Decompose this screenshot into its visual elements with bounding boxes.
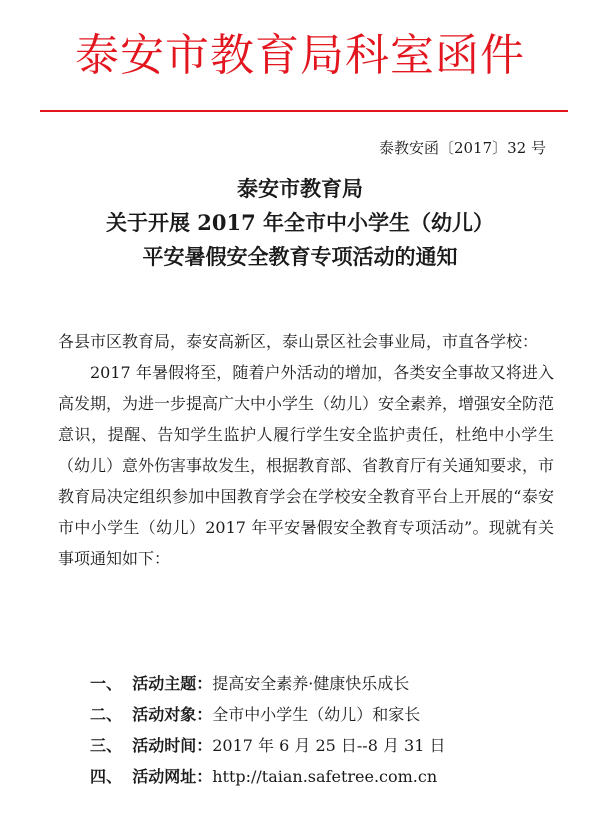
activity-item-audience [90,699,570,730]
item-label: 活动网址： [132,767,213,786]
title-line-subject-cont: 平安暑假安全教育专项活动的通知 [142,244,458,269]
item-number: 一、 [90,674,123,693]
activity-items-list [90,668,570,792]
item-label: 活动时间： [132,736,213,755]
item-value-link[interactable]: http://taian.safetree.com.cn [212,767,438,786]
activity-item-time [90,730,570,761]
activity-item-theme [90,668,570,699]
activity-item-website [90,761,570,792]
body-paragraph: 2017 年暑假将至，随着户外活动的增加，各类安全事故又将进入高发期，为进一步提高广大中小学生（幼儿）安全素养，增强安全防范意识，提醒、告知学生监护人履行学生安全监护责任，杜绝中小学生（幼儿）意外伤害事故发生，根据教育部、省教育厅有关通知要求，市教育局决定组织参加中国教育学会在学校安全教育平台上开展的“泰安市中小学生（幼儿）2017 年平安暑假安全教育专项活动”。现就有关事项通知如下： [58,363,555,568]
item-number: 三、 [90,736,123,755]
title-line-subject: 关于开展 2017 年全市中小学生（幼儿） [105,210,495,235]
item-value: 全市中小学生（幼儿）和家长 [212,705,421,724]
item-number: 四、 [90,767,123,786]
item-value: 2017 年 6 月 25 日--8 月 31 日 [212,736,446,755]
item-number: 二、 [90,705,123,724]
recipients-line: 各县市区教育局，泰安高新区，泰山景区社会事业局，市直各学校： [58,332,539,351]
item-label: 活动对象： [132,705,213,724]
masthead-title: 泰安市教育局科室函件 [75,30,525,81]
title-line-issuer: 泰安市教育局 [237,176,363,201]
document-number: 泰教安函〔2017〕32 号 [378,139,546,157]
masthead-divider [40,110,568,112]
item-value: 提高安全素养·健康快乐成长 [212,674,410,693]
document-title [0,172,600,274]
document-body [58,326,554,574]
item-label: 活动主题： [132,674,213,693]
